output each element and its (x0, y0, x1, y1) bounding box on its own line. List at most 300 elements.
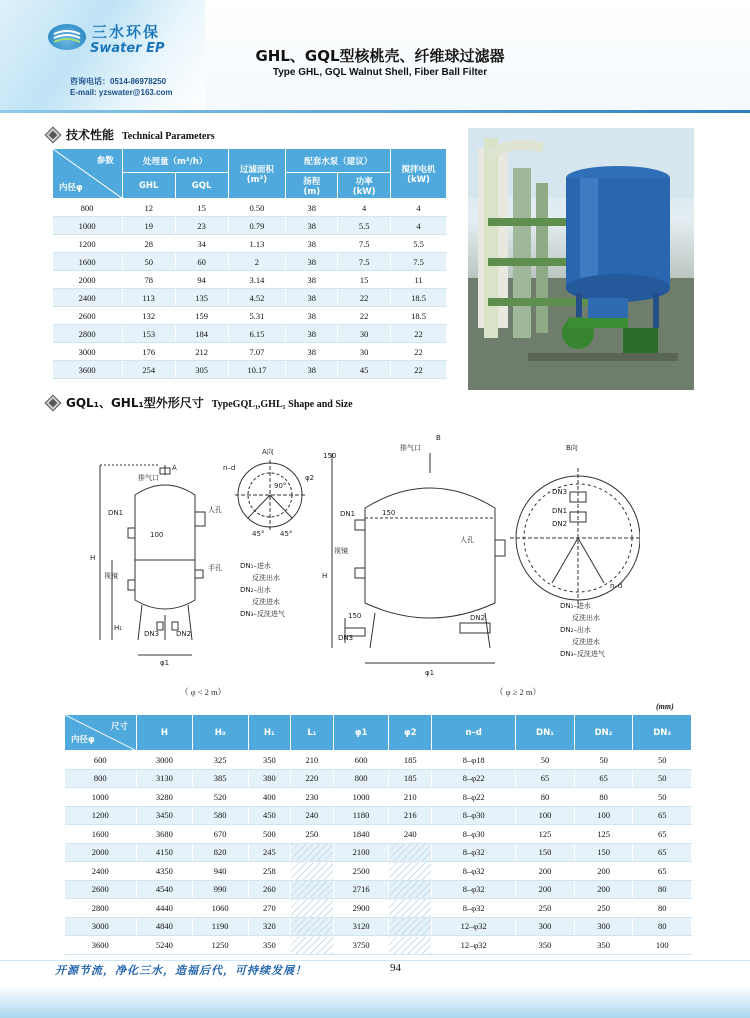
dl-phi1-label: φ1 (160, 659, 170, 667)
table-cell: 4 (338, 199, 391, 217)
table-cell: 2000 (65, 843, 137, 862)
dr-dn1r-label: DN1 (552, 507, 568, 515)
table-cell: 200 (516, 880, 575, 899)
table-cell: 4540 (137, 880, 193, 899)
logo-en-text: Swater EP (90, 41, 165, 56)
table-row (53, 199, 447, 217)
dr-150c-label: 150 (348, 612, 362, 620)
header-pump: 配套水泵（建议） (286, 149, 391, 173)
table-cell: 3600 (65, 936, 137, 955)
table-cell: 0.79 (228, 217, 286, 235)
dl-legend-2: 反洗出水 (252, 574, 280, 582)
table-cell: 350 (248, 936, 291, 955)
technical-parameters-table (52, 148, 447, 379)
table-cell: 7.07 (228, 343, 286, 361)
t2-header-phi2: φ2 (389, 715, 432, 751)
header-power (338, 173, 391, 199)
table-cell: 520 (192, 788, 248, 807)
dr-b-label: B (436, 434, 441, 442)
table-cell: 30 (338, 343, 391, 361)
dl-dn3-label: DN3 (144, 630, 160, 638)
table-cell: 400 (248, 788, 291, 807)
table-cell (291, 936, 334, 955)
table-cell: 1000 (333, 788, 389, 807)
table-cell: 2900 (333, 899, 389, 918)
table-cell: 580 (192, 806, 248, 825)
table-cell: 350 (516, 936, 575, 955)
table-cell: 38 (286, 325, 338, 343)
table-cell: 12 (122, 199, 175, 217)
table-cell: 230 (291, 788, 334, 807)
table-cell: 3680 (137, 825, 193, 844)
dr-dn3-label: DN3 (338, 634, 354, 642)
dl-vent-label: 排气口 (138, 474, 159, 482)
table-cell: 245 (248, 843, 291, 862)
dr-dn3r-label: DN3 (552, 488, 568, 496)
header-divider (0, 110, 750, 113)
table-cell (291, 899, 334, 918)
table-cell: 250 (516, 899, 575, 918)
t2-header-l1: L₁ (291, 715, 334, 751)
table-cell: 2600 (53, 307, 123, 325)
table-cell: 500 (248, 825, 291, 844)
dr-sight-label: 视镜 (334, 547, 348, 555)
dr-h-label: H (322, 572, 328, 580)
dl-sight-label: 视镜 (104, 572, 118, 580)
table-cell: 3750 (333, 936, 389, 955)
table-cell: 2800 (53, 325, 123, 343)
table-row (53, 307, 447, 325)
table-cell: 150 (574, 843, 633, 862)
table-cell: 5.5 (338, 217, 391, 235)
section2-title-cn: GQL₁、GHL₁型外形尺寸 (66, 396, 204, 410)
table-cell: 270 (248, 899, 291, 918)
dr-dn2r-label: DN2 (552, 520, 568, 528)
table2-body (65, 751, 692, 955)
dl-100-label: 100 (150, 531, 164, 539)
table-cell: 210 (291, 751, 334, 770)
table-row (53, 361, 447, 379)
table-cell: 50 (633, 769, 692, 788)
table2-corner-top: 尺寸 (110, 722, 128, 732)
table-cell: 212 (175, 343, 228, 361)
dl-manhole-label: 人孔 (208, 506, 222, 514)
table-cell: 3000 (65, 917, 137, 936)
table-cell: 8–φ32 (432, 899, 516, 918)
table-cell: 990 (192, 880, 248, 899)
table-cell: 600 (65, 751, 137, 770)
dr-legend-4: 反洗进水 (572, 638, 600, 646)
table-cell: 3120 (333, 917, 389, 936)
section-technical-parameters (48, 126, 215, 143)
table-cell: 8–φ32 (432, 843, 516, 862)
header-head-unit: (m) (303, 186, 321, 197)
dl-90-label: 90° (274, 482, 287, 490)
header-gql: GQL (175, 173, 228, 199)
table-cell: 22 (391, 361, 447, 379)
table2-corner-bottom: 内径φ (71, 735, 95, 745)
dl-45a-label: 45° (252, 530, 265, 538)
t2-header-dn3: DN₃ (633, 715, 692, 751)
table-cell: 185 (389, 751, 432, 770)
table-row (65, 825, 692, 844)
table-cell: 94 (175, 271, 228, 289)
table-cell: 3280 (137, 788, 193, 807)
header-capacity: 处理量（m³/h） (122, 149, 228, 173)
table-cell: 7.5 (391, 253, 447, 271)
section-title-cn: 技术性能 (66, 128, 115, 142)
table-cell: 3000 (137, 751, 193, 770)
table1-corner-cell (53, 149, 123, 199)
table-cell: 3600 (53, 361, 123, 379)
table-cell: 113 (122, 289, 175, 307)
table-cell: 1.13 (228, 235, 286, 253)
table-cell: 0.50 (228, 199, 286, 217)
table-cell: 125 (574, 825, 633, 844)
table-row (65, 862, 692, 881)
table-cell: 100 (516, 806, 575, 825)
table-cell: 3000 (53, 343, 123, 361)
filter-equipment-photo (468, 128, 694, 390)
table-cell: 216 (389, 806, 432, 825)
table-cell: 8–φ18 (432, 751, 516, 770)
table-cell: 38 (286, 343, 338, 361)
table-cell: 385 (192, 769, 248, 788)
table-cell (291, 862, 334, 881)
table-row (65, 806, 692, 825)
table-cell: 258 (248, 862, 291, 881)
table-cell: 200 (574, 862, 633, 881)
dr-legend-3: DN₂–出水 (560, 626, 591, 634)
page-subtitle: Type GHL, GQL Walnut Shell, Fiber Ball Filter (272, 67, 488, 78)
dr-phi1-label: φ1 (425, 669, 435, 677)
table-cell: 22 (338, 307, 391, 325)
table-cell: 38 (286, 199, 338, 217)
table-row (53, 325, 447, 343)
table-cell: 150 (516, 843, 575, 862)
table-cell: 65 (633, 843, 692, 862)
table-cell: 50 (122, 253, 175, 271)
table-row (53, 271, 447, 289)
table-cell: 1060 (192, 899, 248, 918)
table-cell: 6.15 (228, 325, 286, 343)
dl-phi2-label: φ2 (305, 474, 315, 482)
table-cell: 200 (516, 862, 575, 881)
section-title-en: Technical Parameters (122, 131, 215, 142)
table-cell: 210 (389, 788, 432, 807)
table-cell: 10.17 (228, 361, 286, 379)
dl-h1-label: H₁ (114, 624, 123, 632)
table-cell: 2100 (333, 843, 389, 862)
table-cell: 1180 (333, 806, 389, 825)
dr-150b-label: 150 (323, 452, 337, 460)
table-cell: 45 (338, 361, 391, 379)
table-cell: 65 (633, 825, 692, 844)
table-cell (291, 880, 334, 899)
table-cell: 4440 (137, 899, 193, 918)
table-cell: 8–φ22 (432, 769, 516, 788)
table2-corner-cell (65, 715, 137, 751)
dr-b-view-label: B向 (566, 444, 578, 452)
table-cell: 1200 (53, 235, 123, 253)
table-cell: 11 (391, 271, 447, 289)
dr-legend-2: 反洗出水 (572, 614, 600, 622)
dr-dn1-label: DN1 (340, 510, 356, 518)
dr-dn2-label: DN2 (470, 614, 486, 622)
diamond-bullet-icon (46, 128, 60, 142)
table-cell: 1000 (53, 217, 123, 235)
table-cell: 12–φ32 (432, 936, 516, 955)
table-cell: 50 (574, 751, 633, 770)
page-title: GHL、GQL型核桃壳、纤维球过滤器 (255, 47, 505, 65)
table-row (65, 917, 692, 936)
footer-wave-decoration (0, 985, 750, 1018)
dl-h-label: H (90, 554, 96, 562)
table-cell: 100 (574, 806, 633, 825)
table-cell: 38 (286, 217, 338, 235)
table-cell: 78 (122, 271, 175, 289)
table-cell: 325 (192, 751, 248, 770)
table-cell: 5240 (137, 936, 193, 955)
footer-slogan: 开源节流，净化三水，造福后代，可持续发展！ (55, 964, 307, 977)
table-cell: 2400 (65, 862, 137, 881)
table-row (65, 936, 692, 955)
header-motor (391, 149, 447, 199)
table-cell: 4 (391, 199, 447, 217)
header-motor-unit: (kW) (407, 174, 430, 185)
table-cell: 1840 (333, 825, 389, 844)
table-cell: 250 (574, 899, 633, 918)
dr-legend-1: DN₁–进水 (560, 602, 591, 610)
dl-legend-1: DN₁–进水 (240, 562, 271, 570)
table-cell: 300 (574, 917, 633, 936)
table-cell: 100 (633, 936, 692, 955)
dl-dn1-label: DN1 (108, 509, 124, 517)
t2-header-h1: H₁ (248, 715, 291, 751)
table-cell (389, 936, 432, 955)
table-cell: 2800 (65, 899, 137, 918)
table-cell: 22 (391, 325, 447, 343)
table-cell: 38 (286, 361, 338, 379)
dl-legend-3: DN₂–出水 (240, 586, 271, 594)
table-cell: 19 (122, 217, 175, 235)
table-cell: 38 (286, 253, 338, 271)
header-area-unit: (m²) (246, 174, 268, 185)
table-cell: 380 (248, 769, 291, 788)
table-cell (389, 843, 432, 862)
table-cell: 300 (516, 917, 575, 936)
table-cell: 38 (286, 271, 338, 289)
dl-45b-label: 45° (280, 530, 293, 538)
table-row (65, 769, 692, 788)
header-power-label: 功率 (355, 176, 373, 187)
table-cell: 50 (633, 788, 692, 807)
table-cell: 820 (192, 843, 248, 862)
table-cell: 185 (389, 769, 432, 788)
table-cell: 65 (633, 806, 692, 825)
contact-phone: 咨询电话：0514-86978250 (70, 77, 167, 86)
header-area-label: 过滤面积 (239, 164, 274, 175)
table-cell: 250 (291, 825, 334, 844)
table-cell: 240 (291, 806, 334, 825)
logo-cn-text: 三水环保 (92, 23, 161, 41)
table-cell: 254 (122, 361, 175, 379)
table-row (53, 343, 447, 361)
table-cell: 1190 (192, 917, 248, 936)
table-cell: 15 (338, 271, 391, 289)
table-cell: 18.5 (391, 289, 447, 307)
table-cell: 450 (248, 806, 291, 825)
table-cell: 350 (574, 936, 633, 955)
table-cell: 38 (286, 307, 338, 325)
table1-corner-top: 参数 (96, 156, 114, 166)
dr-legend-5: DN₃–反洗进气 (560, 650, 605, 658)
t2-header-h: H (137, 715, 193, 751)
table-cell: 22 (338, 289, 391, 307)
table-cell (291, 843, 334, 862)
header-head (286, 173, 338, 199)
table-cell: 65 (516, 769, 575, 788)
drawing-large-filter (320, 428, 640, 683)
table-cell: 1600 (53, 253, 123, 271)
table-cell: 320 (248, 917, 291, 936)
table-cell: 159 (175, 307, 228, 325)
table-cell: 940 (192, 862, 248, 881)
table-cell: 240 (389, 825, 432, 844)
header-head-label: 扬程 (303, 176, 321, 187)
table-cell: 2000 (53, 271, 123, 289)
table-cell: 80 (574, 788, 633, 807)
table-cell: 1000 (65, 788, 137, 807)
table-cell: 3130 (137, 769, 193, 788)
table-cell: 4.52 (228, 289, 286, 307)
table-cell: 220 (291, 769, 334, 788)
table-row (53, 289, 447, 307)
dl-handhole-label: 手孔 (208, 564, 222, 572)
table-cell: 2500 (333, 862, 389, 881)
company-logo-icon (48, 24, 86, 50)
table-cell: 4840 (137, 917, 193, 936)
table-cell (389, 899, 432, 918)
table-cell: 8–φ32 (432, 862, 516, 881)
table-cell: 80 (633, 917, 692, 936)
table-row (53, 217, 447, 235)
dr-nd-label: n–d (610, 582, 623, 590)
dr-vent-label: 排气口 (400, 444, 421, 452)
table-cell: 800 (333, 769, 389, 788)
table-cell: 600 (333, 751, 389, 770)
table-cell: 80 (633, 899, 692, 918)
header-power-unit: (kW) (352, 186, 376, 197)
table-cell: 3.14 (228, 271, 286, 289)
table-row (53, 253, 447, 271)
table-cell: 50 (516, 751, 575, 770)
table-cell: 4350 (137, 862, 193, 881)
table-row (65, 899, 692, 918)
table-cell: 7.5 (338, 253, 391, 271)
table-cell: 60 (175, 253, 228, 271)
table-cell: 1250 (192, 936, 248, 955)
table-cell: 3450 (137, 806, 193, 825)
table-cell: 7.5 (338, 235, 391, 253)
table-cell: 30 (338, 325, 391, 343)
table-cell: 8–φ30 (432, 825, 516, 844)
dl-a-label: A (172, 464, 177, 472)
header-motor-label: 搅拌电机 (401, 164, 436, 175)
table-cell: 80 (633, 880, 692, 899)
table-cell: 5.31 (228, 307, 286, 325)
table-cell: 305 (175, 361, 228, 379)
t2-header-dn1: DN₁ (516, 715, 575, 751)
table-cell: 8–φ30 (432, 806, 516, 825)
table-cell: 2400 (53, 289, 123, 307)
table-cell: 38 (286, 289, 338, 307)
table1-body (53, 199, 447, 379)
table-cell: 670 (192, 825, 248, 844)
caption-large: （ φ ≥ 2 m） (495, 687, 541, 697)
table-cell: 2600 (65, 880, 137, 899)
table-cell (389, 880, 432, 899)
table-cell: 5.5 (391, 235, 447, 253)
header-area (228, 149, 286, 199)
dl-legend-5: DN₃–反洗进气 (240, 610, 285, 618)
table-cell: 8–φ32 (432, 880, 516, 899)
contact-email: E-mail: yzswater@163.com (70, 88, 173, 97)
table-row (65, 751, 692, 770)
table-cell: 65 (633, 862, 692, 881)
table-cell: 800 (65, 769, 137, 788)
table-cell: 1600 (65, 825, 137, 844)
table-row (65, 788, 692, 807)
table-cell: 260 (248, 880, 291, 899)
page-number: 94 (390, 962, 401, 974)
table-cell (389, 917, 432, 936)
shape-size-table (64, 714, 692, 955)
table-cell (291, 917, 334, 936)
table2-unit: (mm) (656, 702, 674, 711)
table-cell: 350 (248, 751, 291, 770)
table-cell: 176 (122, 343, 175, 361)
table-cell: 50 (633, 751, 692, 770)
table-row (65, 843, 692, 862)
t2-header-h0: H₀ (192, 715, 248, 751)
table-cell: 34 (175, 235, 228, 253)
section-shape-size (48, 394, 353, 411)
table-cell: 12–φ32 (432, 917, 516, 936)
table-row (65, 880, 692, 899)
table-cell: 18.5 (391, 307, 447, 325)
table-cell: 4150 (137, 843, 193, 862)
dr-150a-label: 150 (382, 509, 396, 517)
table-cell: 23 (175, 217, 228, 235)
t2-header-nd: n–d (432, 715, 516, 751)
table-cell: 65 (574, 769, 633, 788)
table-cell: 135 (175, 289, 228, 307)
footer-divider (0, 960, 750, 961)
dl-a-view-label: A向 (262, 448, 274, 456)
table-cell: 22 (391, 343, 447, 361)
table-cell: 153 (122, 325, 175, 343)
t2-header-dn2: DN₂ (574, 715, 633, 751)
table-cell: 800 (53, 199, 123, 217)
table-cell: 38 (286, 235, 338, 253)
table-cell: 15 (175, 199, 228, 217)
drawing-small-filter (80, 440, 320, 670)
table-cell: 2716 (333, 880, 389, 899)
dl-dn2-label: DN2 (176, 630, 192, 638)
header-ghl: GHL (122, 173, 175, 199)
table-row (53, 235, 447, 253)
